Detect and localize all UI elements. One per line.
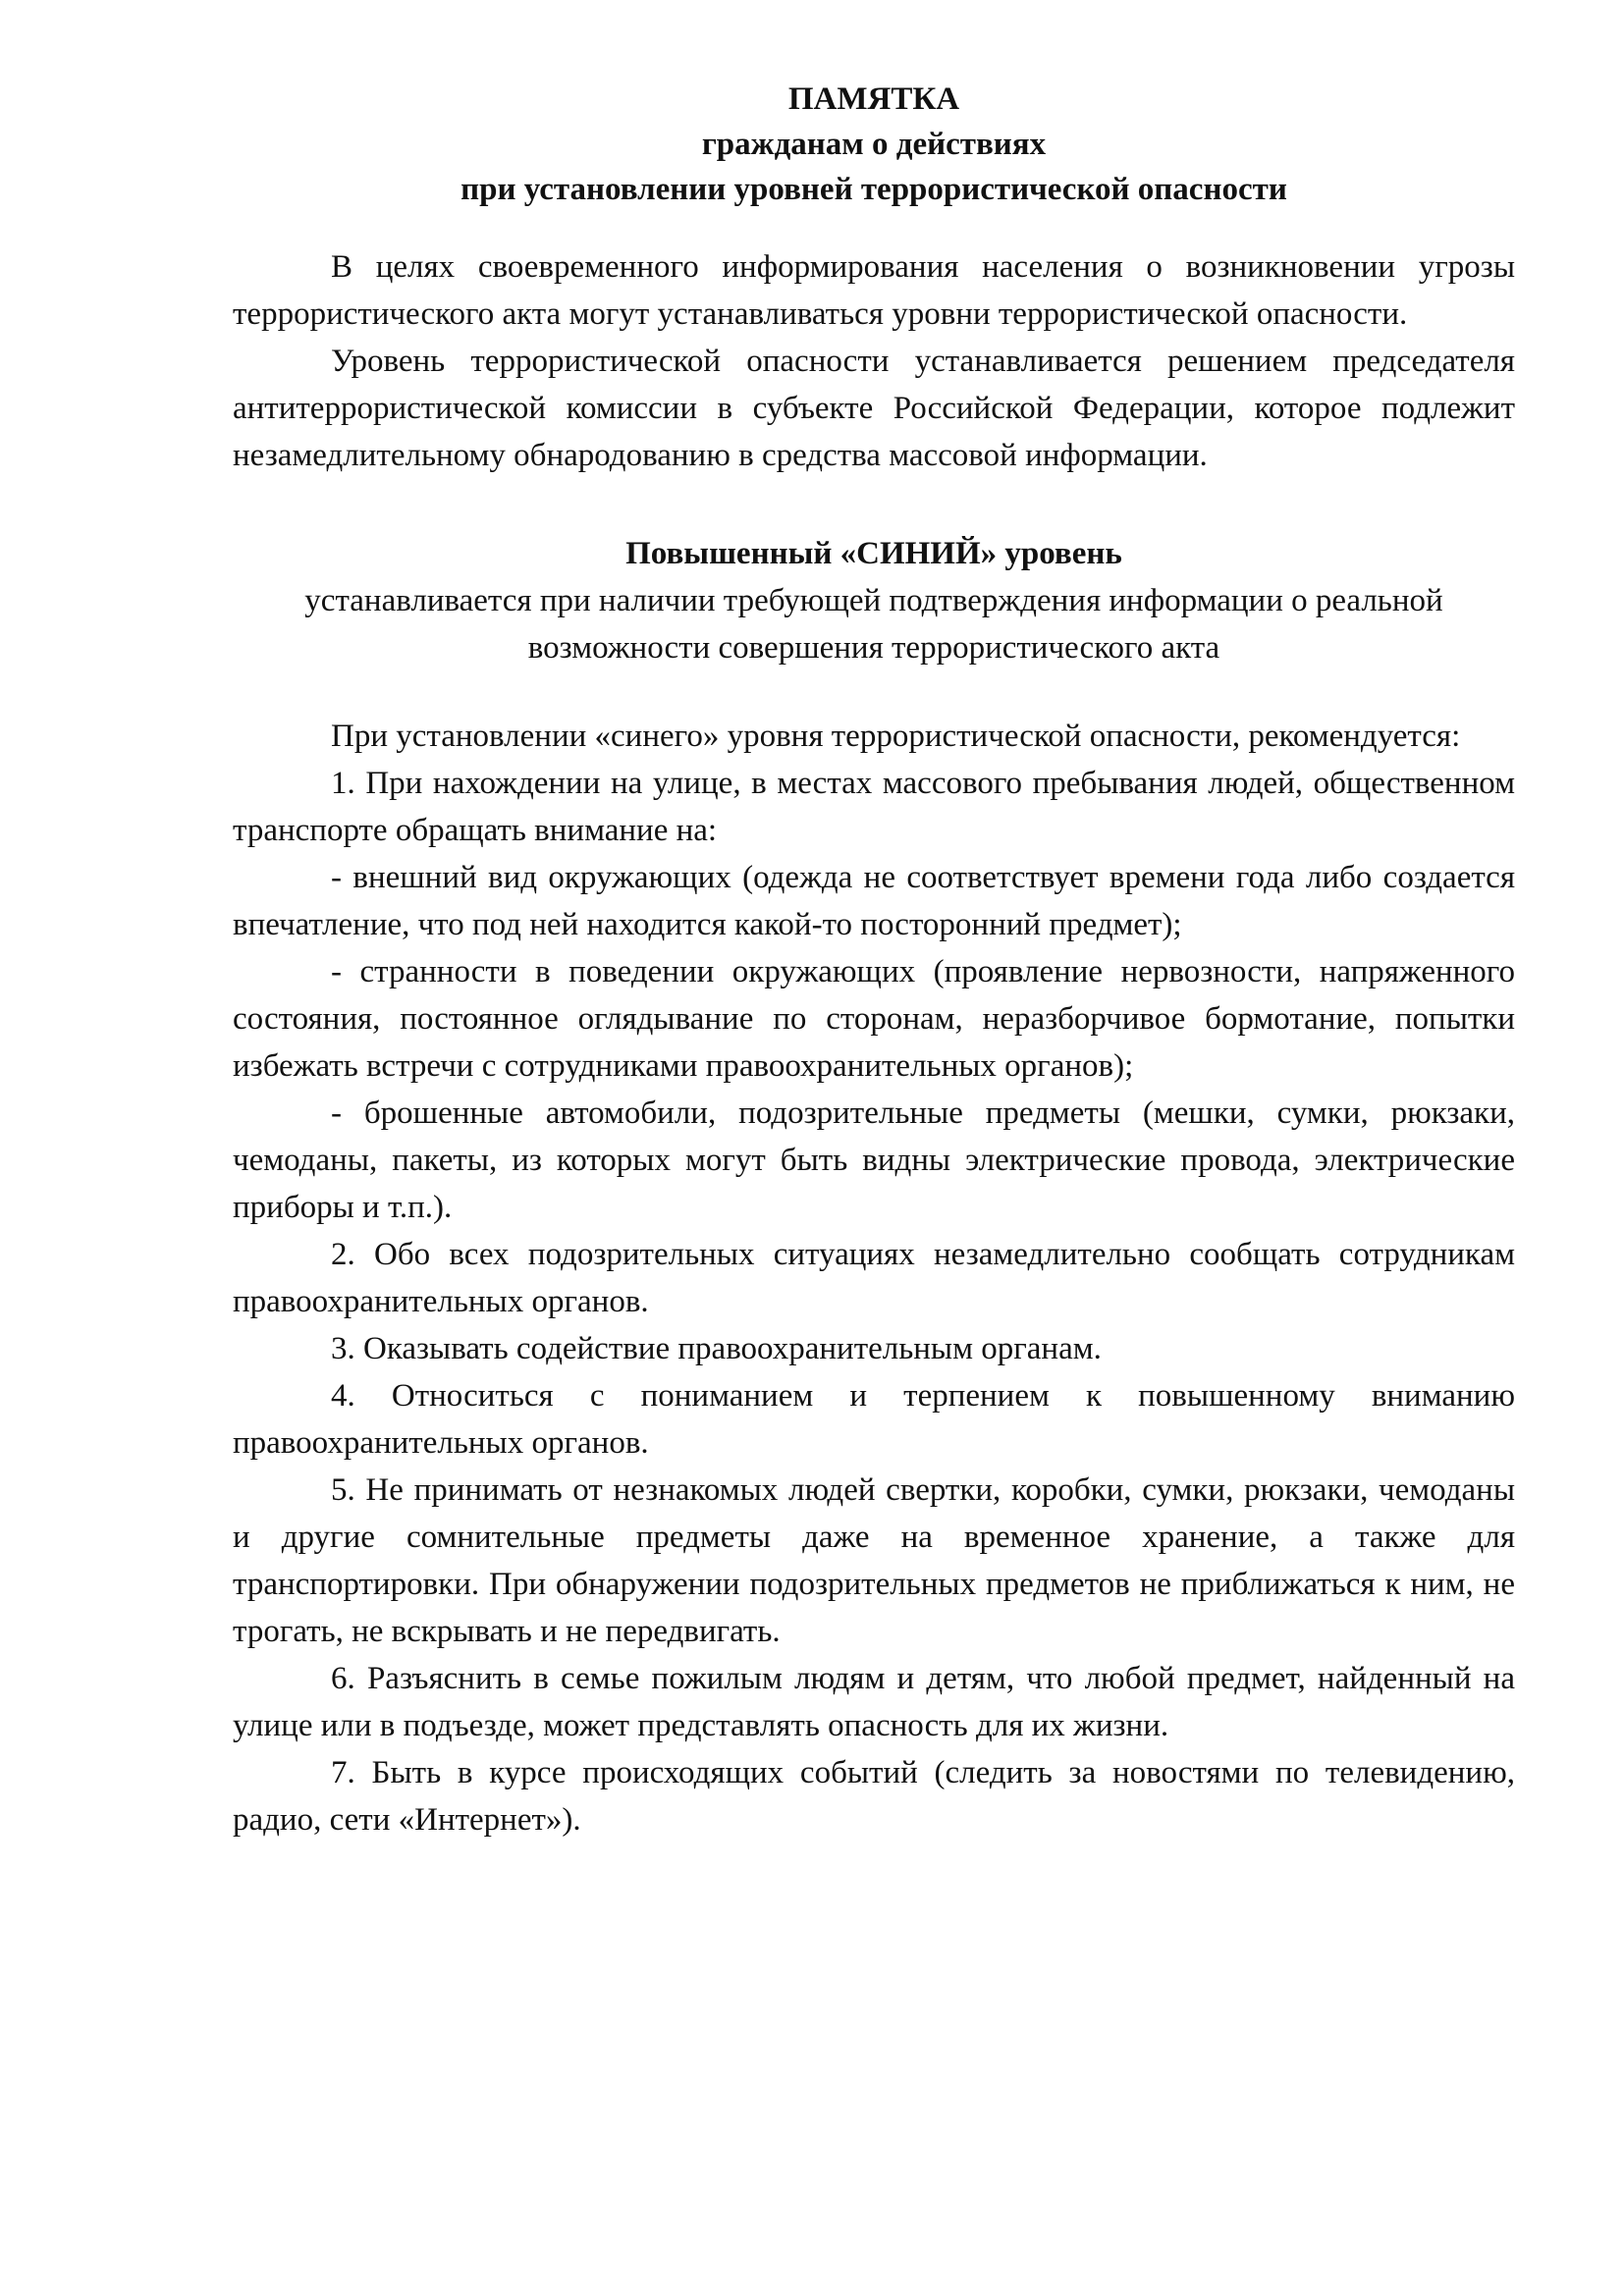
level-heading: Повышенный «СИНИЙ» уровень bbox=[625, 536, 1122, 571]
recommendation-subitem-appearance: - внешний вид окружающих (одежда не соответствует времени года либо создается впечатление, что под ней находится какой-то посторонний предмет); bbox=[233, 860, 1515, 942]
recommendations-lead: При установлении «синего» уровня террористической опасности, рекомендуется: bbox=[331, 719, 1461, 754]
title-block bbox=[233, 77, 1515, 212]
document-subtitle-line-1: гражданам о действиях bbox=[701, 127, 1047, 162]
document-subtitle-line-2: при установлении уровней террористической опасности bbox=[460, 172, 1287, 207]
recommendation-item-2: 2. Обо всех подозрительных ситуациях незамедлительно сообщать сотрудникам правоохранительных органов. bbox=[233, 1237, 1515, 1319]
recommendation-item-5: 5. Не принимать от незнакомых людей свертки, коробки, сумки, рюкзаки, чемоданы и другие сомнительные предметы даже на временное хранение, а также для транспортировки. При обнаружении подозрительных предметов не приближаться к ним, не трогать, не вскрывать и не передвигать. bbox=[233, 1472, 1515, 1649]
recommendation-item-3: 3. Оказывать содействие правоохранительным органам. bbox=[331, 1331, 1102, 1366]
intro-paragraph-1: В целях своевременного информирования населения о возникновении угрозы террористического акта могут устанавливаться уровни террористической опасности. bbox=[233, 249, 1515, 332]
document-page bbox=[233, 77, 1515, 1843]
level-description: устанавливается при наличии требующей подтверждения информации о реальной возможности совершения террористического акта bbox=[304, 583, 1443, 666]
document-title: ПАМЯТКА bbox=[787, 81, 960, 117]
recommendation-item-6: 6. Разъяснить в семье пожилым людям и детям, что любой предмет, найденный на улице или в подъезде, может представлять опасность для их жизни. bbox=[233, 1661, 1515, 1743]
intro-paragraph-2: Уровень террористической опасности устанавливается решением председателя антитеррористической комиссии в субъекте Российской Федерации, которое подлежит незамедлительному обнародованию в средства массовой информации. bbox=[233, 344, 1515, 473]
recommendation-item-1: 1. При нахождении на улице, в местах массового пребывания людей, общественном транспорте обращать внимание на: bbox=[233, 766, 1515, 848]
recommendation-item-7: 7. Быть в курсе происходящих событий (следить за новостями по телевидению, радио, сети «Интернет»). bbox=[233, 1755, 1515, 1838]
recommendation-item-4: 4. Относиться с пониманием и терпением к повышенному вниманию правоохранительных органов. bbox=[233, 1378, 1515, 1461]
recommendation-subitem-behavior: - странности в поведении окружающих (проявление нервозности, напряженного состояния, постоянное оглядывание по сторонам, неразборчивое бормотание, попытки избежать встречи с сотрудниками правоохранительных органов); bbox=[233, 954, 1515, 1084]
recommendation-subitem-objects: - брошенные автомобили, подозрительные предметы (мешки, сумки, рюкзаки, чемоданы, пакеты, из которых могут быть видны электрические провода, электрические приборы и т.п.). bbox=[233, 1095, 1515, 1225]
